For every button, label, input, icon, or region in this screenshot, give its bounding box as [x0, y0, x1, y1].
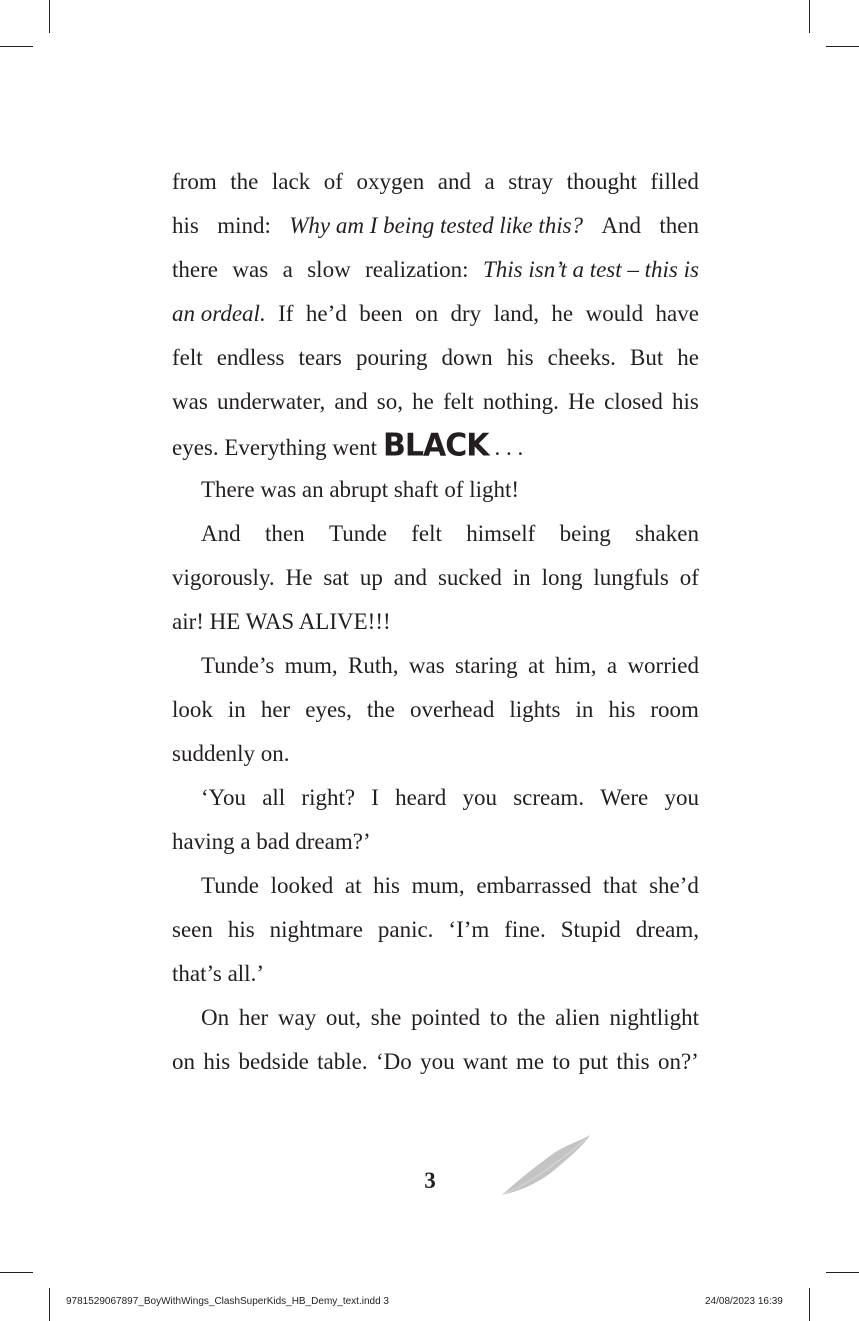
word: He	[285, 565, 313, 590]
word: If	[278, 301, 294, 326]
text-line	[172, 512, 699, 556]
word: her	[238, 1005, 269, 1030]
word: tears	[298, 345, 342, 370]
word: mum,	[411, 873, 465, 898]
word: you	[420, 1049, 455, 1074]
word: ‘I’m	[448, 917, 490, 942]
text-line	[172, 424, 699, 468]
word: He	[568, 389, 595, 414]
page-number: 3	[424, 1168, 436, 1193]
crop-mark	[49, 0, 50, 33]
word: up	[359, 565, 383, 590]
word: look	[172, 697, 213, 722]
text-line	[172, 908, 699, 952]
body-text	[172, 160, 699, 1084]
word: then	[659, 213, 699, 238]
word: Were	[600, 785, 649, 810]
word: ‘You	[201, 785, 246, 810]
text-line	[172, 996, 699, 1040]
word: Stupid	[560, 917, 621, 942]
word: right?	[301, 785, 356, 810]
word: scream.	[513, 785, 585, 810]
word: she’d	[649, 873, 699, 898]
word: pouring	[355, 345, 428, 370]
word: to	[552, 1049, 571, 1074]
word: overhead	[410, 697, 495, 722]
word: a	[484, 169, 495, 194]
word: and	[437, 169, 471, 194]
word: in	[512, 565, 531, 590]
word: was	[172, 389, 208, 414]
word: so,	[376, 389, 403, 414]
line-text: eyes. Everything went	[172, 435, 378, 460]
crop-mark	[809, 1288, 810, 1321]
word: her	[260, 697, 291, 722]
word: you	[462, 785, 497, 810]
word: slow	[307, 257, 351, 282]
word: thought	[566, 169, 637, 194]
word: the	[517, 1005, 546, 1030]
word: his	[608, 697, 636, 722]
text-line	[172, 468, 699, 512]
line-text: There was an abrupt shaft of light!	[201, 477, 520, 502]
word: at	[528, 653, 545, 678]
line-text: that’s all.’	[172, 961, 264, 986]
text-line	[172, 820, 699, 864]
word: he	[677, 345, 699, 370]
text-line	[172, 688, 699, 732]
crop-mark	[0, 1272, 33, 1273]
word: table.	[317, 1049, 368, 1074]
word: long	[541, 565, 583, 590]
word: alien	[555, 1005, 600, 1030]
word: she	[370, 1005, 402, 1030]
word: was	[232, 257, 269, 282]
word: realization:	[365, 257, 469, 282]
word: But	[629, 345, 664, 370]
word: a	[606, 653, 618, 678]
word: he	[551, 301, 574, 326]
word: was	[408, 653, 445, 678]
word: me	[515, 1049, 545, 1074]
word: room	[650, 697, 699, 722]
crop-mark	[0, 46, 33, 47]
word: from	[172, 169, 217, 194]
word: that	[602, 873, 638, 898]
crop-mark	[809, 0, 810, 33]
word: mum,	[284, 653, 338, 678]
word: his	[506, 345, 534, 370]
word: on	[172, 1049, 195, 1074]
word: mind:	[217, 213, 271, 238]
line-text: air! HE WAS ALIVE!!!	[172, 609, 391, 634]
word: Ruth,	[348, 653, 399, 678]
word: felt	[172, 345, 203, 370]
slug-date: 24/08/2023 16:39	[705, 1296, 783, 1307]
text-line	[172, 556, 699, 600]
crop-mark	[826, 46, 859, 47]
word: worried	[627, 653, 699, 678]
text-line	[172, 336, 699, 380]
word: embarrassed	[476, 873, 592, 898]
feather-icon	[500, 1133, 594, 1197]
word: dry	[450, 301, 482, 326]
word: And	[201, 521, 241, 546]
word: the	[230, 169, 259, 194]
word: Tunde	[201, 873, 259, 898]
text-line	[172, 864, 699, 908]
word: felt	[411, 521, 442, 546]
word: of	[323, 169, 343, 194]
word: out,	[325, 1005, 362, 1030]
word: you	[664, 785, 699, 810]
word: sucked	[437, 565, 502, 590]
word: dream,	[635, 917, 699, 942]
word: all	[262, 785, 286, 810]
word: lights	[509, 697, 561, 722]
text-line	[172, 160, 699, 204]
word: On	[201, 1005, 230, 1030]
word: staring	[455, 653, 518, 678]
text-line	[172, 1040, 699, 1084]
word: want	[462, 1049, 508, 1074]
word: have	[655, 301, 699, 326]
word: would	[585, 301, 644, 326]
word: underwater,	[216, 389, 326, 414]
word: vigorously.	[172, 565, 275, 590]
ellipsis: . . .	[494, 435, 524, 460]
text-line	[172, 380, 699, 424]
word: filled	[650, 169, 699, 194]
word: fine.	[504, 917, 546, 942]
word: bedside	[238, 1049, 309, 1074]
word: lungfuls	[593, 565, 669, 590]
slug-file: 9781529067897_BoyWithWings_ClashSuperKids_HB_Demy_text.indd 3	[66, 1296, 389, 1307]
word: his	[203, 1049, 231, 1074]
word: put	[578, 1049, 609, 1074]
word: his	[172, 213, 199, 238]
word: in	[575, 697, 594, 722]
word: he	[412, 389, 434, 414]
word: closed	[604, 389, 663, 414]
word: then	[264, 521, 305, 546]
word: Tunde’s	[201, 653, 275, 678]
word: being	[559, 521, 611, 546]
text-line	[172, 204, 699, 248]
word: on?’	[657, 1049, 699, 1074]
word: him,	[554, 653, 597, 678]
word: cheeks.	[547, 345, 616, 370]
word: way	[277, 1005, 317, 1030]
word: lack	[271, 169, 311, 194]
word: nightmare	[269, 917, 363, 942]
word: eyes,	[305, 697, 352, 722]
word: himself	[466, 521, 536, 546]
word: a	[282, 257, 293, 282]
crop-mark	[826, 1272, 859, 1273]
word: nothing.	[482, 389, 559, 414]
line-text: suddenly on.	[172, 741, 290, 766]
word: there	[172, 257, 218, 282]
word: he’d	[305, 301, 347, 326]
word: pointed	[411, 1005, 481, 1030]
text-line	[172, 644, 699, 688]
word: heard	[395, 785, 447, 810]
word: land,	[493, 301, 539, 326]
word: oxygen	[356, 169, 425, 194]
word: nightlight	[609, 1005, 699, 1030]
word: his	[227, 917, 255, 942]
word: felt	[443, 389, 474, 414]
word: his	[373, 873, 400, 898]
word: and	[334, 389, 368, 414]
word: And	[601, 213, 642, 238]
text-line	[172, 776, 699, 820]
word: shaken	[635, 521, 699, 546]
text-line	[172, 732, 699, 776]
text-line	[172, 952, 699, 996]
word: on	[415, 301, 439, 326]
line-text: having a bad dream?’	[172, 829, 371, 854]
word: Why am I being tested like this?	[289, 213, 584, 238]
word: This isn’t a test – this is	[482, 257, 699, 282]
word: endless	[216, 345, 285, 370]
word: of	[679, 565, 699, 590]
word: panic.	[377, 917, 434, 942]
word: to	[489, 1005, 508, 1030]
crop-mark	[49, 1288, 50, 1321]
word: and	[393, 565, 428, 590]
emphasis-word: BLACK	[383, 427, 489, 464]
text-line	[172, 600, 699, 644]
text-line	[172, 248, 699, 292]
word: down	[441, 345, 493, 370]
word: sat	[323, 565, 349, 590]
text-line	[172, 292, 699, 336]
word: at	[344, 873, 362, 898]
word: I	[371, 785, 379, 810]
word: an ordeal.	[172, 301, 266, 326]
word: ‘Do	[375, 1049, 412, 1074]
word: Tunde	[328, 521, 387, 546]
word: been	[359, 301, 403, 326]
word: stray	[508, 169, 554, 194]
word: the	[366, 697, 396, 722]
word: in	[227, 697, 246, 722]
word: this	[616, 1049, 650, 1074]
word: his	[672, 389, 699, 414]
word: looked	[270, 873, 334, 898]
word: seen	[172, 917, 213, 942]
